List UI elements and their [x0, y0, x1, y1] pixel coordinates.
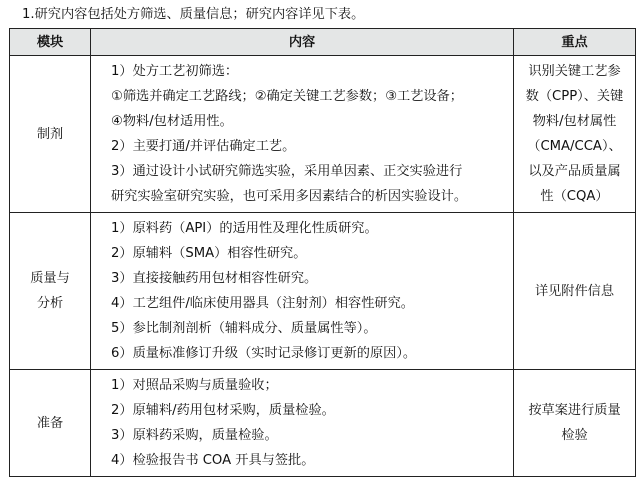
table-row [10, 370, 636, 477]
content-line: 4）工艺组件/临床使用器具（注射剂）相容性研究。 [111, 296, 414, 311]
content-line: ④物料/包材适用性。 [111, 114, 233, 129]
content-cell [91, 56, 514, 213]
content-cell [91, 213, 514, 370]
content-line: 2）主要打通/并评估确定工艺。 [111, 139, 296, 154]
focus-cell [514, 56, 636, 213]
content-line: 1）原料药（API）的适用性及理化性质研究。 [111, 221, 378, 236]
focus-line: 以及产品质量属 [528, 164, 621, 179]
focus-line: 数（CPP）、关键 [525, 89, 624, 104]
focus-line: 性（CQA） [540, 189, 609, 204]
content-line: 3）通过设计小试研究筛选实验，采用单因素、正交实验进行 [111, 164, 463, 179]
content-line: 研究实验室研究实验，也可采用多因素结合的析因实验设计。 [111, 189, 468, 204]
content-line: 3）直接接触药用包材相容性研究。 [111, 271, 318, 286]
focus-line: 详见附件信息 [534, 283, 615, 299]
header-content: 内容 [91, 29, 514, 56]
focus-cell [514, 370, 636, 477]
focus-line: 识别关键工艺参 [528, 64, 621, 79]
content-line: 2）原辅料（SMA）相容性研究。 [111, 246, 307, 261]
content-line: 1）处方工艺初筛选： [111, 64, 239, 79]
content-line: ①筛选并确定工艺路线；②确定关键工艺参数；③工艺设备； [111, 89, 463, 104]
header-module: 模块 [10, 29, 91, 56]
content-line: 5）参比制剂剖析（辅料成分、质量属性等）。 [111, 321, 377, 336]
content-line: 2）原辅料/药用包材采购，质量检验。 [111, 403, 335, 418]
module-label: 分析 [36, 296, 64, 311]
module-label: 制剂 [36, 126, 64, 142]
module-cell [10, 56, 91, 213]
table-row [10, 213, 636, 370]
content-line: 1）对照品采购与质量验收； [111, 378, 278, 393]
focus-line: 检验 [561, 428, 588, 443]
module-label: 质量与 [30, 271, 70, 286]
intro-text: 1.研究内容包括处方筛选、质量信息；研究内容详见下表。 [22, 7, 365, 22]
focus-line: 物料/包材属性 [532, 114, 617, 129]
focus-line: 按草案进行质量 [528, 403, 621, 418]
module-cell [10, 370, 91, 477]
module-cell [10, 213, 91, 370]
content-line: 3）原料药采购，质量检验。 [111, 428, 278, 443]
focus-cell [514, 213, 636, 370]
module-label: 准备 [36, 415, 64, 431]
focus-line: （CMA/CCA）、 [527, 139, 622, 154]
content-line: 4）检验报告书 COA 开具与签批。 [111, 453, 315, 468]
table-header-row [10, 29, 636, 56]
table-row [10, 56, 636, 213]
research-content-table [9, 28, 636, 477]
content-line: 6）质量标准修订升级（实时记录修订更新的原因）。 [111, 346, 417, 361]
header-focus: 重点 [514, 29, 636, 56]
content-cell [91, 370, 514, 477]
